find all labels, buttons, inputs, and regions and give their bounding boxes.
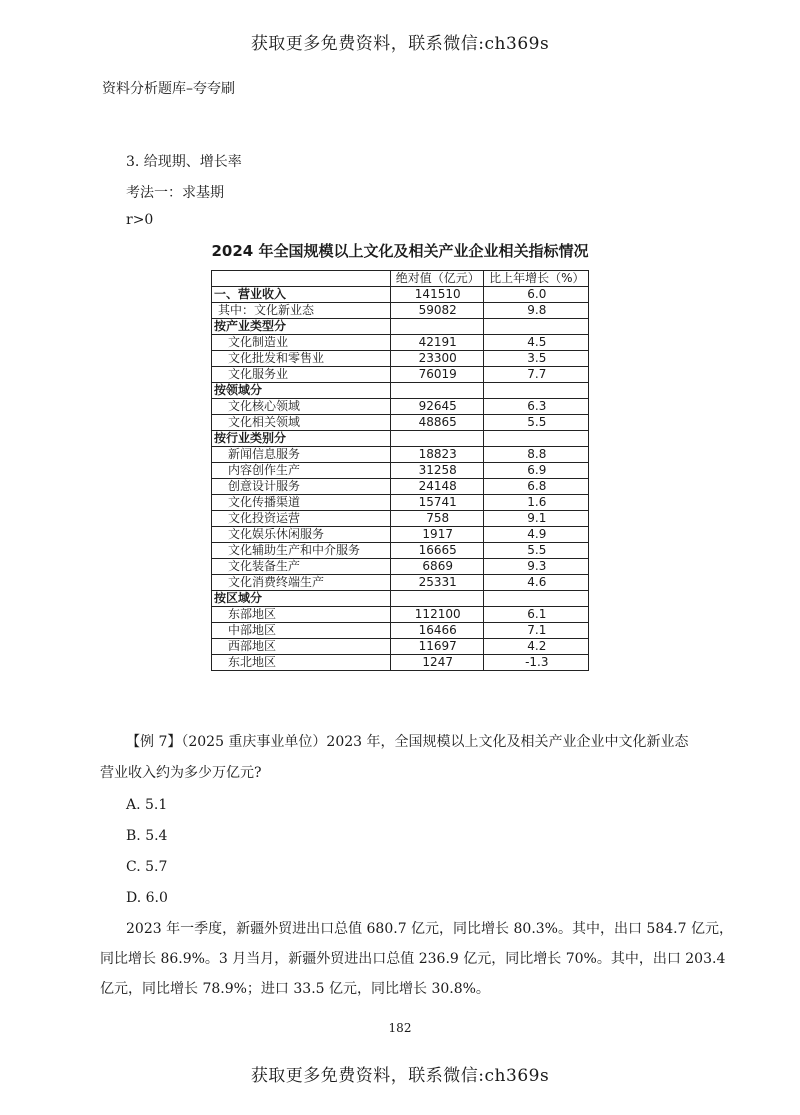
table-row-growth: 6.8	[483, 479, 588, 495]
table-row-label: 新闻信息服务	[212, 447, 391, 463]
table-row-value: 112100	[390, 607, 483, 623]
table-row-growth: 1.6	[483, 495, 588, 511]
table-row-value: 758	[390, 511, 483, 527]
table-row-label: 文化投资运营	[212, 511, 391, 527]
table-row-label: 内容创作生产	[212, 463, 391, 479]
table-header-cell: 比上年增长（%）	[483, 271, 588, 287]
table-row-label: 一、营业收入	[212, 287, 391, 303]
table-row-growth	[483, 591, 588, 607]
table-row-label: 按产业类型分	[212, 319, 391, 335]
table-row-label: 其中：文化新业态	[212, 303, 391, 319]
table-row-growth: 5.5	[483, 415, 588, 431]
condition-text: r>0	[126, 212, 154, 228]
table-row-growth: 4.9	[483, 527, 588, 543]
table-row	[212, 623, 589, 639]
document-subtitle: 资料分析题库–夸夸刷	[102, 81, 235, 97]
table-row	[212, 367, 589, 383]
table-row-growth: 5.5	[483, 543, 588, 559]
table-row-growth: 4.5	[483, 335, 588, 351]
option-b: B. 5.4	[126, 828, 168, 844]
table-row-label: 中部地区	[212, 623, 391, 639]
table-row-label: 按区域分	[212, 591, 391, 607]
table-row-growth: 6.9	[483, 463, 588, 479]
table-row-value: 6869	[390, 559, 483, 575]
table-row-label: 按领域分	[212, 383, 391, 399]
table-row-value	[390, 591, 483, 607]
table-row-value	[390, 383, 483, 399]
table-row-growth: 4.6	[483, 575, 588, 591]
table-row-value: 76019	[390, 367, 483, 383]
table-row-value	[390, 431, 483, 447]
table-row-value: 15741	[390, 495, 483, 511]
watermark-bottom: 获取更多免费资料，联系微信:ch369s	[250, 1066, 550, 1086]
method-heading: 考法一：求基期	[126, 185, 224, 201]
table-row-label: 文化批发和零售业	[212, 351, 391, 367]
table-row-label: 创意设计服务	[212, 479, 391, 495]
table-row-label: 文化娱乐休闲服务	[212, 527, 391, 543]
table-row-label: 东部地区	[212, 607, 391, 623]
table-row-value: 25331	[390, 575, 483, 591]
table-row-growth: 4.2	[483, 639, 588, 655]
table-row-value: 42191	[390, 335, 483, 351]
table-row	[212, 591, 589, 607]
table-row-label: 文化辅助生产和中介服务	[212, 543, 391, 559]
table-row	[212, 335, 589, 351]
watermark-top: 获取更多免费资料，联系微信:ch369s	[250, 34, 550, 54]
table-row-value: 23300	[390, 351, 483, 367]
table-row-growth: 7.7	[483, 367, 588, 383]
table-row-value: 11697	[390, 639, 483, 655]
table-row	[212, 479, 589, 495]
table-row	[212, 383, 589, 399]
table-row-label: 文化消费终端生产	[212, 575, 391, 591]
table-row-growth: 9.1	[483, 511, 588, 527]
table-row	[212, 607, 589, 623]
table-row-label: 文化相关领域	[212, 415, 391, 431]
table-row-value: 59082	[390, 303, 483, 319]
table-row-label: 文化服务业	[212, 367, 391, 383]
table-row-growth: 7.1	[483, 623, 588, 639]
table-row-label: 文化制造业	[212, 335, 391, 351]
page-number: 182	[388, 1021, 412, 1035]
table-row-value: 48865	[390, 415, 483, 431]
table-row	[212, 463, 589, 479]
table-row	[212, 527, 589, 543]
table-header-row	[212, 271, 589, 287]
table-row	[212, 559, 589, 575]
table-row-label: 东北地区	[212, 655, 391, 671]
passage-line-1: 2023 年一季度，新疆外贸进出口总值 680.7 亿元，同比增长 80.3%。其中，出口 584.7 亿元，	[126, 921, 733, 937]
table-row	[212, 543, 589, 559]
table-row-value	[390, 319, 483, 335]
table-row-label: 文化装备生产	[212, 559, 391, 575]
table-row-value: 1917	[390, 527, 483, 543]
table-row-label: 西部地区	[212, 639, 391, 655]
table-row	[212, 575, 589, 591]
question-stem-line-1: 【例 7】（2025 重庆事业单位）2023 年，全国规模以上文化及相关产业企业中文化新业态	[126, 734, 689, 750]
table-row	[212, 655, 589, 671]
table-row-value: 24148	[390, 479, 483, 495]
table-row	[212, 639, 589, 655]
table-row	[212, 287, 589, 303]
table-row-growth: 3.5	[483, 351, 588, 367]
table-row-growth: 6.1	[483, 607, 588, 623]
statistics-table	[211, 270, 589, 671]
table-row-value: 16665	[390, 543, 483, 559]
table-row	[212, 415, 589, 431]
table-row	[212, 431, 589, 447]
table-row-growth	[483, 431, 588, 447]
table-header-cell: 绝对值（亿元）	[390, 271, 483, 287]
table-row	[212, 511, 589, 527]
question-stem-line-2: 营业收入约为多少万亿元?	[100, 765, 262, 781]
option-d: D. 6.0	[126, 890, 168, 906]
table-row-value: 18823	[390, 447, 483, 463]
table-row-label: 按行业类别分	[212, 431, 391, 447]
table-row	[212, 495, 589, 511]
table-row	[212, 447, 589, 463]
passage-line-2: 同比增长 86.9%。3 月当月，新疆外贸进出口总值 236.9 亿元，同比增长 70%。其中，出口 203.4	[100, 951, 726, 967]
table-row-growth: 6.0	[483, 287, 588, 303]
table-row-growth: -1.3	[483, 655, 588, 671]
table-row-label: 文化核心领域	[212, 399, 391, 415]
table-title: 2024 年全国规模以上文化及相关产业企业相关指标情况	[211, 242, 589, 260]
table-row-label: 文化传播渠道	[212, 495, 391, 511]
table-row-value: 92645	[390, 399, 483, 415]
table-row-value: 16466	[390, 623, 483, 639]
table-row-value: 141510	[390, 287, 483, 303]
table-header-cell	[212, 271, 391, 287]
passage-line-3: 亿元，同比增长 78.9%；进口 33.5 亿元，同比增长 30.8%。	[100, 981, 490, 997]
table-row	[212, 303, 589, 319]
table-row-growth: 8.8	[483, 447, 588, 463]
table-row-growth: 9.3	[483, 559, 588, 575]
table-row	[212, 351, 589, 367]
table-row-growth	[483, 319, 588, 335]
table-row	[212, 319, 589, 335]
table-row	[212, 399, 589, 415]
table-row-value: 1247	[390, 655, 483, 671]
option-c: C. 5.7	[126, 859, 168, 875]
table-row-growth: 9.8	[483, 303, 588, 319]
table-row-value: 31258	[390, 463, 483, 479]
table-row-growth	[483, 383, 588, 399]
table-row-growth: 6.3	[483, 399, 588, 415]
section-heading: 3. 给现期、增长率	[126, 154, 242, 170]
table-body	[212, 287, 589, 671]
option-a: A. 5.1	[126, 797, 168, 813]
